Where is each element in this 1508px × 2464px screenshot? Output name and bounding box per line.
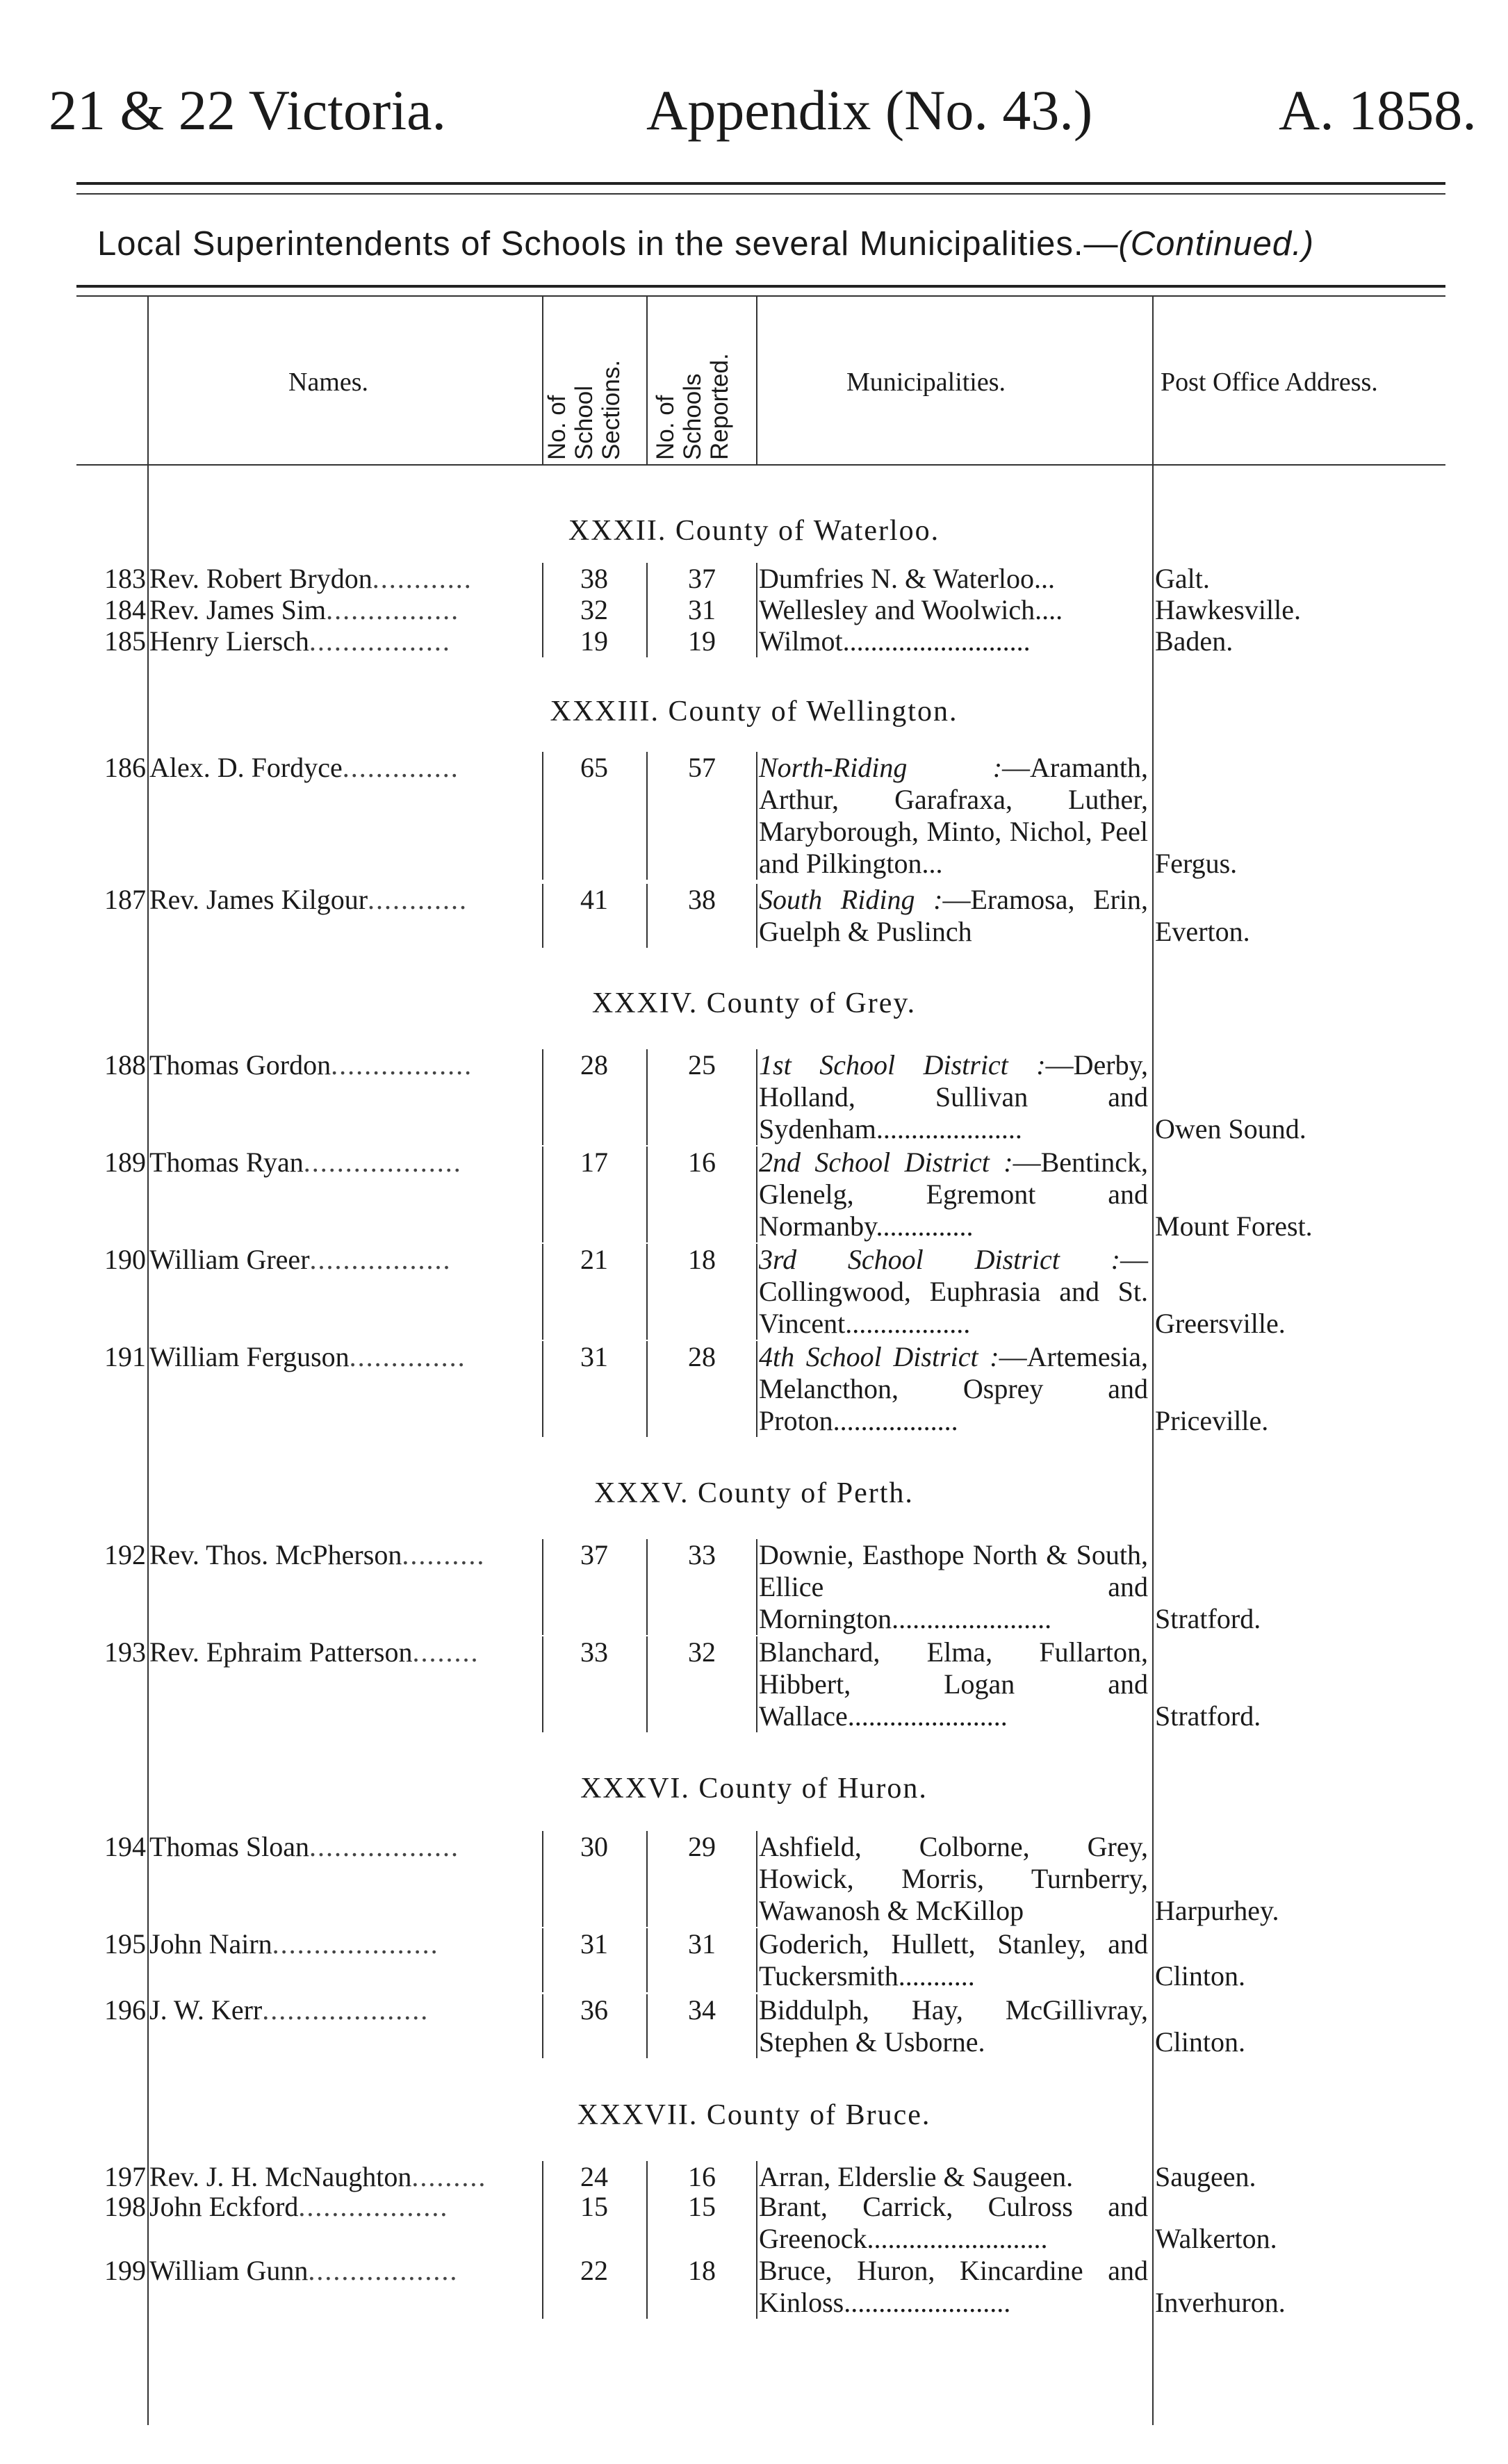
municipalities-text [759, 625, 1148, 657]
row-number: 186 [104, 752, 146, 783]
county-title: XXXIV. County of Grey. [591, 987, 917, 1019]
row-rule-muni [756, 2255, 757, 2319]
row-rule-sections [542, 1244, 543, 1340]
row-number: 197 [104, 2161, 146, 2192]
dot-leader: .................... [272, 1928, 439, 1960]
dot-leader: .................. [298, 2191, 449, 2222]
name-text: Rev. James Kilgour [149, 884, 368, 915]
post-office-address: Owen Sound. [1155, 1113, 1306, 1144]
name-text: Rev. James Sim [149, 594, 327, 625]
name-text: Thomas Gordon [149, 1049, 331, 1081]
row-number: 187 [104, 884, 146, 915]
municipalities-text [759, 1049, 1148, 1145]
post-office-address: Mount Forest. [1155, 1210, 1313, 1242]
post-office-address: Fergus. [1155, 848, 1238, 879]
row-rule-muni [756, 563, 757, 595]
column-header-post-office: Post Office Address. [1161, 368, 1378, 397]
row-number: 189 [104, 1147, 146, 1178]
municipalities-text [759, 2191, 1148, 2255]
superintendent-name [149, 1994, 535, 2026]
row-number: 191 [104, 1341, 146, 1372]
municipality-list: —Collingwood, Euphrasia and St. Vincent.................. [759, 1244, 1148, 1339]
school-sections-count: 65 [580, 752, 608, 783]
header-right: A. 1858. [1279, 79, 1477, 142]
post-office-address: Everton. [1155, 916, 1250, 947]
row-number: 190 [104, 1244, 146, 1275]
dot-leader: ......... [411, 2161, 487, 2192]
name-text: Rev. Ephraim Patterson [149, 1636, 413, 1668]
schools-reported-count: 31 [688, 1928, 716, 1960]
row-rule-muni [756, 1049, 757, 1145]
row-rule-sections [542, 625, 543, 657]
row-number: 199 [104, 2255, 146, 2286]
post-office-address: Stratford. [1155, 1700, 1261, 1732]
schools-reported-count: 19 [688, 625, 716, 657]
schools-reported-count: 29 [688, 1831, 716, 1862]
row-rule-muni [756, 625, 757, 657]
page-subtitle [97, 224, 1314, 263]
row-rule-sections [542, 1831, 543, 1927]
post-office-address: Clinton. [1155, 1960, 1246, 1991]
row-rule-sections [542, 1147, 543, 1242]
superintendent-name [149, 1539, 535, 1571]
row-rule-muni [756, 1539, 757, 1635]
row-rule-muni [756, 1928, 757, 1992]
superintendent-name [149, 752, 535, 784]
row-rule-reported [646, 1341, 648, 1437]
post-office-address: Greersville. [1155, 1308, 1286, 1339]
district-label: North-Riding : [759, 752, 1003, 783]
superintendent-name [149, 884, 535, 916]
municipality-list: —Artemesia, Melancthon, Osprey and Proton.................. [759, 1341, 1148, 1436]
row-rule-muni [756, 594, 757, 626]
county-title: XXXV. County of Perth. [594, 1477, 914, 1509]
municipality-list: Brant, Carrick, Culross and Greenock.......................... [759, 2191, 1148, 2254]
post-office-address: Inverhuron. [1155, 2287, 1286, 2318]
row-rule-reported [646, 1994, 648, 2058]
row-rule-sections [542, 1928, 543, 1992]
post-office-address: Clinton. [1155, 2026, 1246, 2058]
district-label: 2nd School District : [759, 1147, 1013, 1178]
name-text: J. W. Kerr [149, 1994, 263, 2026]
post-office-address: Baden. [1155, 625, 1234, 657]
row-rule-muni [756, 1994, 757, 2058]
superintendent-name [149, 2191, 535, 2223]
col-line-muni [756, 297, 757, 464]
municipality-list: Goderich, Hullett, Stanley, and Tuckersmith........... [759, 1928, 1148, 1991]
municipality-list: Wilmot........................... [759, 625, 1031, 657]
superintendent-name [149, 1049, 535, 1081]
row-number: 183 [104, 563, 146, 594]
row-rule-sections [542, 1636, 543, 1732]
county-title: XXXVI. County of Huron. [580, 1773, 928, 1805]
school-sections-count: 38 [580, 563, 608, 594]
district-label: 1st School District : [759, 1049, 1046, 1081]
schools-reported-count: 16 [688, 2161, 716, 2192]
dot-leader: ............ [372, 563, 473, 594]
municipality-list: Bruce, Huron, Kincardine and Kinloss........................ [759, 2255, 1148, 2318]
school-sections-count: 37 [580, 1539, 608, 1570]
municipalities-text [759, 884, 1148, 948]
row-rule-reported [646, 884, 648, 948]
school-sections-count: 30 [580, 1831, 608, 1862]
row-rule-reported [646, 2161, 648, 2193]
district-label: South Riding : [759, 884, 943, 915]
school-sections-count: 36 [580, 1994, 608, 2026]
row-rule-reported [646, 1539, 648, 1635]
schools-reported-count: 57 [688, 752, 716, 783]
row-rule-muni [756, 884, 757, 948]
subtitle-text: Local Superintendents of Schools in the several Municipalities.— [97, 225, 1119, 263]
municipalities-text [759, 594, 1148, 626]
row-number: 193 [104, 1636, 146, 1668]
school-sections-count: 32 [580, 594, 608, 625]
row-rule-sections [542, 752, 543, 880]
post-office-address: Hawkesville. [1155, 594, 1301, 625]
superintendent-name [149, 1341, 535, 1373]
municipalities-text [759, 1928, 1148, 1992]
post-office-address: Walkerton. [1155, 2223, 1277, 2254]
row-rule-muni [756, 752, 757, 880]
row-rule-sections [542, 1994, 543, 2058]
superintendent-name [149, 2255, 535, 2287]
row-rule-muni [756, 1244, 757, 1340]
schools-reported-count: 37 [688, 563, 716, 594]
row-number: 195 [104, 1928, 146, 1960]
superintendent-name [149, 1636, 535, 1668]
municipalities-text [759, 752, 1148, 880]
row-rule-muni [756, 1341, 757, 1437]
dot-leader: ................... [303, 1147, 462, 1178]
schools-reported-count: 18 [688, 1244, 716, 1275]
municipalities-text [759, 1539, 1148, 1635]
row-rule-sections [542, 2191, 543, 2255]
superintendent-name [149, 1928, 535, 1960]
column-header-names: Names. [288, 368, 369, 397]
row-rule-muni [756, 2191, 757, 2255]
dot-leader: ................. [331, 1049, 473, 1081]
school-sections-count: 33 [580, 1636, 608, 1668]
row-number: 188 [104, 1049, 146, 1081]
municipalities-text [759, 1636, 1148, 1732]
dot-leader: ................. [309, 625, 451, 657]
schools-reported-count: 32 [688, 1636, 716, 1668]
schools-reported-count: 28 [688, 1341, 716, 1372]
row-rule-sections [542, 1539, 543, 1635]
county-title: XXXII. County of Waterloo. [568, 515, 940, 547]
municipalities-text [759, 1147, 1148, 1242]
name-text: John Eckford [149, 2191, 299, 2222]
superintendent-name [149, 563, 535, 595]
post-office-address: Priceville. [1155, 1405, 1269, 1436]
name-text: Rev. J. H. McNaughton [149, 2161, 412, 2192]
row-rule-sections [542, 563, 543, 595]
schools-reported-count: 33 [688, 1539, 716, 1570]
table-top-rule [76, 285, 1445, 288]
name-text: Henry Liersch [149, 625, 309, 657]
schools-reported-count: 25 [688, 1049, 716, 1081]
schools-reported-count: 15 [688, 2191, 716, 2222]
top-rule-thin [76, 193, 1445, 195]
row-number: 194 [104, 1831, 146, 1862]
col-line-post [1152, 297, 1154, 464]
row-rule-reported [646, 1147, 648, 1242]
schools-reported-count: 34 [688, 1994, 716, 2026]
superintendent-name [149, 625, 535, 657]
school-sections-count: 24 [580, 2161, 608, 2192]
superintendent-name [149, 1147, 535, 1178]
municipality-list: Arran, Elderslie & Saugeen. [759, 2161, 1074, 2192]
dot-leader: .................. [308, 2255, 459, 2286]
row-rule-reported [646, 1928, 648, 1992]
municipality-list: Wellesley and Woolwich.... [759, 594, 1063, 625]
column-header-rule [76, 464, 1445, 466]
post-office-address: Galt. [1155, 563, 1210, 594]
district-label: 4th School District : [759, 1341, 999, 1372]
row-rule-muni [756, 1147, 757, 1242]
school-sections-count: 15 [580, 2191, 608, 2222]
schools-reported-count: 18 [688, 2255, 716, 2286]
subtitle-continued: (Continued.) [1118, 225, 1315, 263]
municipality-list: Ashfield, Colborne, Grey, Howick, Morris, Turnberry, Wawanosh & McKillop [759, 1831, 1148, 1926]
school-sections-count: 31 [580, 1928, 608, 1960]
municipalities-text [759, 1341, 1148, 1437]
dot-leader: .............. [349, 1341, 466, 1372]
header-left: 21 & 22 Victoria. [49, 79, 447, 142]
dot-leader: .................... [262, 1994, 429, 2026]
municipality-list: Blanchard, Elma, Fullarton, Hibbert, Logan and Wallace....................... [759, 1636, 1148, 1732]
school-sections-count: 22 [580, 2255, 608, 2286]
school-sections-count: 17 [580, 1147, 608, 1178]
school-sections-count: 41 [580, 884, 608, 915]
municipalities-text [759, 563, 1148, 595]
school-sections-count: 19 [580, 625, 608, 657]
school-sections-count: 21 [580, 1244, 608, 1275]
row-rule-reported [646, 1636, 648, 1732]
municipalities-text [759, 2255, 1148, 2319]
superintendent-name [149, 2161, 535, 2193]
row-rule-reported [646, 2191, 648, 2255]
row-number: 185 [104, 625, 146, 657]
schools-reported-count: 31 [688, 594, 716, 625]
col-line-names [147, 297, 149, 464]
row-rule-reported [646, 625, 648, 657]
name-text: John Nairn [149, 1928, 272, 1960]
dot-leader: .......... [402, 1539, 486, 1570]
name-text: Thomas Ryan [149, 1147, 304, 1178]
dot-leader: .................. [309, 1831, 459, 1862]
row-rule-reported [646, 1049, 648, 1145]
row-number: 198 [104, 2191, 146, 2222]
column-header-reported: No. of Schools Reported. [652, 353, 733, 460]
district-label: 3rd School District : [759, 1244, 1120, 1275]
table-top-rule-thin [76, 295, 1445, 297]
superintendent-name [149, 1244, 535, 1276]
name-text: William Greer [149, 1244, 310, 1275]
municipality-list: —Aramanth, Arthur, Garafraxa, Luther, Maryborough, Minto, Nichol, Peel and Pilkington... [759, 752, 1148, 879]
municipality-list: —Eramosa, Erin, Guelph & Puslinch [759, 884, 1149, 947]
municipalities-text [759, 1994, 1148, 2058]
row-rule-muni [756, 2161, 757, 2193]
row-rule-sections [542, 2161, 543, 2193]
header-center: Appendix (No. 43.) [646, 79, 1093, 142]
municipalities-text [759, 1244, 1148, 1340]
municipality-list: —Bentinck, Glenelg, Egremont and Normanby.............. [759, 1147, 1148, 1242]
dot-leader: .............. [342, 752, 459, 783]
row-rule-sections [542, 594, 543, 626]
name-text: Rev. Robert Brydon [149, 563, 372, 594]
row-rule-reported [646, 563, 648, 595]
dot-leader: ................. [309, 1244, 452, 1275]
row-rule-muni [756, 1636, 757, 1732]
dot-leader: ........ [412, 1636, 480, 1668]
row-rule-sections [542, 884, 543, 948]
superintendent-name [149, 594, 535, 626]
post-office-address: Saugeen. [1155, 2161, 1256, 2192]
top-rule [76, 182, 1445, 185]
row-rule-sections [542, 1049, 543, 1145]
name-text: Rev. Thos. McPherson [149, 1539, 402, 1570]
row-rule-reported [646, 1244, 648, 1340]
column-header-municipalities: Municipalities. [846, 368, 1006, 397]
name-text: William Gunn [149, 2255, 309, 2286]
name-text: Alex. D. Fordyce [149, 752, 343, 783]
superintendent-name [149, 1831, 535, 1863]
schools-reported-count: 16 [688, 1147, 716, 1178]
school-sections-count: 28 [580, 1049, 608, 1081]
row-number: 196 [104, 1994, 146, 2026]
row-rule-reported [646, 594, 648, 626]
municipality-list: Downie, Easthope North & South, Ellice and Mornington....................... [759, 1539, 1148, 1634]
row-rule-sections [542, 1341, 543, 1437]
municipality-list: —Derby, Holland, Sullivan and Sydenham..................... [759, 1049, 1148, 1144]
county-title: XXXIII. County of Wellington. [550, 696, 958, 728]
row-number: 192 [104, 1539, 146, 1570]
municipality-list: Dumfries N. & Waterloo... [759, 563, 1055, 594]
column-header-sections: No. of School Sections. [543, 360, 625, 460]
municipalities-text [759, 1831, 1148, 1927]
post-office-address: Stratford. [1155, 1603, 1261, 1634]
post-office-address: Harpurhey. [1155, 1895, 1279, 1926]
municipalities-text [759, 2161, 1148, 2193]
row-rule-reported [646, 1831, 648, 1927]
row-rule-sections [542, 2255, 543, 2319]
school-sections-count: 31 [580, 1341, 608, 1372]
dot-leader: ................ [326, 594, 460, 625]
dot-leader: ............ [368, 884, 468, 915]
county-title: XXXVII. County of Bruce. [577, 2099, 931, 2131]
name-text: William Ferguson [149, 1341, 350, 1372]
row-rule-muni [756, 1831, 757, 1927]
name-text: Thomas Sloan [149, 1831, 309, 1862]
row-rule-reported [646, 2255, 648, 2319]
municipality-list: Biddulph, Hay, McGillivray, Stephen & Usborne. [759, 1994, 1148, 2058]
schools-reported-count: 38 [688, 884, 716, 915]
row-rule-reported [646, 752, 648, 880]
row-number: 184 [104, 594, 146, 625]
